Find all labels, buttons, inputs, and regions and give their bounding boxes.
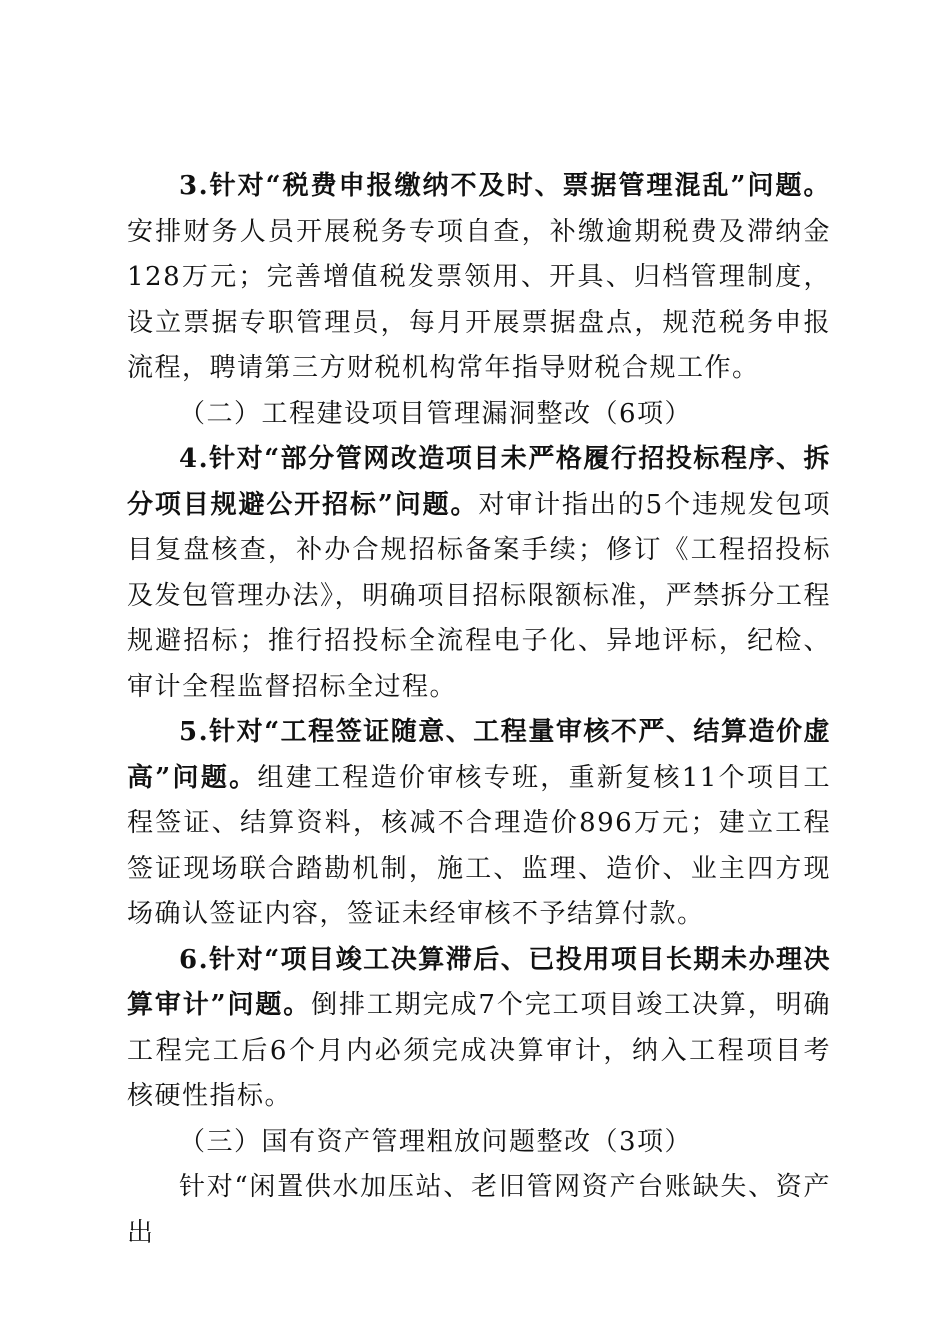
paragraph-lead: 5.针对“工程签证随意、工程量审核不严、结算造价虚高”问题。	[127, 717, 831, 793]
paragraph-lead: 6.针对“项目竣工决算滞后、已投用项目长期未办理决算审计”问题。	[127, 944, 831, 1020]
paragraph-text: 安排财务人员开展税务专项自查，补缴逾期税费及滞纳金128万元；完善增值税发票领用、开具、归档管理制度，设立票据专职管理员，每月开展票据盘点，规范税务申报流程，聘请第三方财税机构常年指导财税合规工作。	[127, 216, 831, 383]
paragraph-item-3	[127, 164, 831, 392]
section-heading-2: （二）工程建设项目管理漏洞整改（6项）	[179, 398, 693, 429]
paragraph-item-4	[127, 437, 831, 710]
paragraph-text: 对审计指出的5个违规发包项目复盘核查，补办合规招标备案手续；修订《工程招投标及发包管理办法》，明确项目招标限额标准，严禁拆分工程规避招标；推行招投标全流程电子化、异地评标，纪检、审计全程监督招标全过程。	[127, 489, 831, 702]
paragraph-lead: 4.针对“部分管网改造项目未严格履行招投标程序、拆分项目规避公开招标”问题。	[127, 444, 831, 520]
paragraph-item-6	[127, 938, 831, 1120]
paragraph-item-5	[127, 710, 831, 938]
section-heading-3: （三）国有资产管理粗放问题整改（3项）	[179, 1126, 693, 1157]
paragraph-lead: 3.针对“税费申报缴纳不及时、票据管理混乱”问题。	[179, 171, 831, 201]
paragraph-text: 组建工程造价审核专班，重新复核11个项目工程签证、结算资料，核减不合理造价896万元；建立工程签证现场联合踏勘机制，施工、监理、造价、业主四方现场确认签证内容，签证未经审核不予结算付款。	[127, 762, 831, 929]
paragraph-text: 针对“闲置供水加压站、老旧管网资产台账缺失、资产出	[127, 1172, 831, 1248]
paragraph-text: 倒排工期完成7个完工项目竣工决算，明确工程完工后6个月内必须完成决算审计，纳入工程项目考核硬性指标。	[127, 990, 831, 1111]
document-body	[127, 164, 831, 1256]
paragraph-continuation	[127, 1165, 831, 1256]
